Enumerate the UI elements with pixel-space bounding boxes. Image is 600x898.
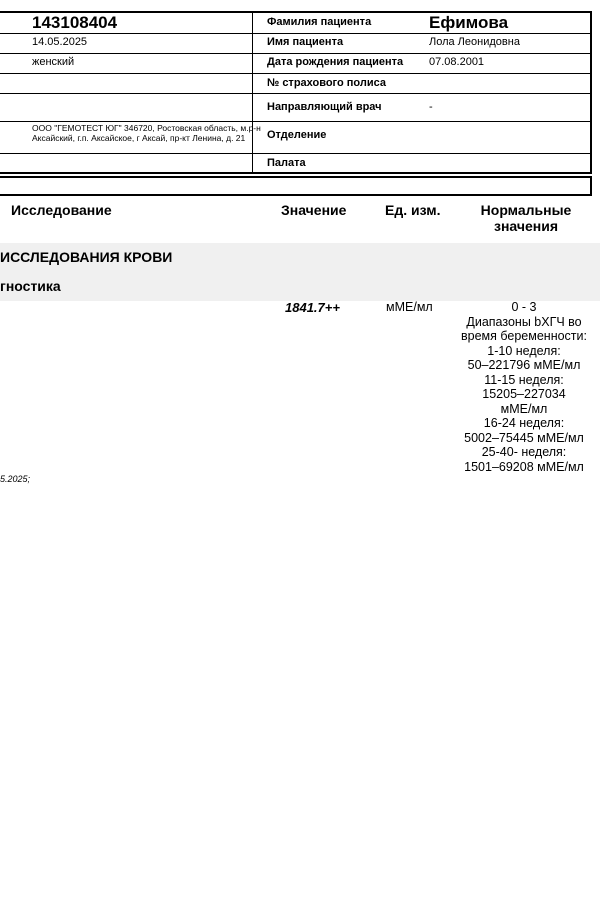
norm-line: 15205–227034 <box>482 387 566 401</box>
norm-line: время беременности: <box>461 329 587 343</box>
section-blood-tests <box>0 243 600 271</box>
norm-line: 25-40- неделя: <box>481 445 567 459</box>
result-unit: мМЕ/мл <box>386 300 433 314</box>
surname-label: Фамилия пациента <box>267 16 372 28</box>
norm-line: 16-24 неделя: <box>483 416 565 430</box>
section-diagnostics <box>0 271 600 301</box>
col-norm-header <box>456 202 596 234</box>
norm-line: мМЕ/мл <box>500 401 548 416</box>
doctor-label: Направляющий врач <box>267 101 382 113</box>
dob-label: Дата рождения пациента <box>267 56 404 68</box>
col-unit-header: Ед. изм. <box>385 202 441 218</box>
norm-line: 5002–75445 мМЕ/мл <box>464 430 584 445</box>
policy-label: № страхового полиса <box>267 77 386 89</box>
norm-line: 50–221796 мМЕ/мл <box>467 358 581 372</box>
ward-label: Палата <box>267 157 306 169</box>
header-spacer-strip <box>0 176 592 196</box>
order-number: 143108404 <box>32 13 118 32</box>
patient-surname: Ефимова <box>429 13 509 32</box>
name-label: Имя пациента <box>267 36 344 48</box>
patient-sex: женский <box>32 56 75 68</box>
norm-line: 1-10 неделя: <box>487 343 561 358</box>
footnote-date: 5.2025; <box>0 474 31 484</box>
patient-name: Лола Леонидовна <box>429 36 520 48</box>
patient-dob: 07.08.2001 <box>429 56 485 68</box>
lab-address: ООО "ГЕМОТЕСТ ЮГ" 346720, Ростовская область, м.р-н Аксайский, г.п. Аксайское, г Аксай, пр-кт Ленина, д. 21 <box>32 123 261 143</box>
result-reference-range <box>456 300 592 474</box>
department-label: Отделение <box>267 129 327 141</box>
patient-header-table <box>0 11 592 174</box>
col-norm-header-line2: значения <box>494 218 558 234</box>
col-value-header: Значение <box>281 202 347 218</box>
result-value: 1841.7++ <box>285 300 340 315</box>
norm-line: Диапазоны bХГЧ во <box>466 314 582 329</box>
col-study-header: Исследование <box>11 202 112 218</box>
section-diagnostics-title: гностика <box>0 278 61 294</box>
norm-line: 1501–69208 мМЕ/мл <box>464 459 584 474</box>
norm-line: 0 - 3 <box>511 300 537 314</box>
section-blood-tests-title: ИССЛЕДОВАНИЯ КРОВИ <box>0 249 173 265</box>
col-norm-header-line1: Нормальные <box>480 202 572 218</box>
referring-doctor: - <box>429 101 433 113</box>
norm-line: 11-15 неделя: <box>484 372 564 387</box>
order-date: 14.05.2025 <box>32 36 88 48</box>
